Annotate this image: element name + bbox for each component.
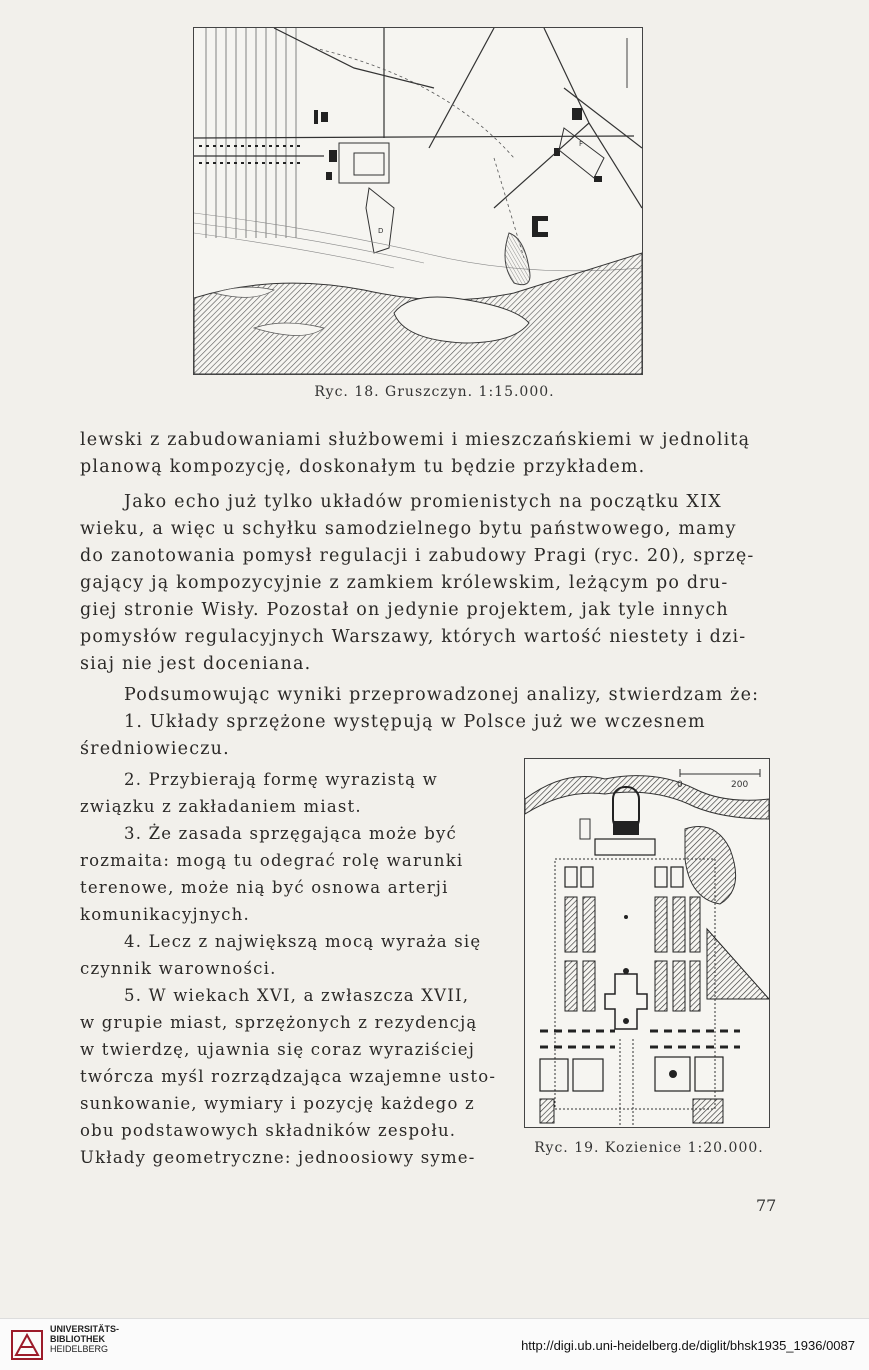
text-line: czynnik warowności. [80, 959, 277, 978]
map-label-f: F [579, 140, 584, 148]
library-line: BIBLIOTHEK [50, 1334, 105, 1344]
text-line: gający ją kompozycyjnie z zamkiem królewskim, leżącym po dru- [80, 573, 729, 593]
text-line: 1. Układy sprzężone występują w Polsce już we wczesnem [124, 712, 706, 732]
text-line: twórcza myśl rozrządzająca wzajemne usto- [80, 1067, 497, 1086]
text-line: planową kompozycję, doskonałym tu będzie przykładem. [80, 457, 646, 477]
figure-19-caption: Ryc. 19. Kozienice 1:20.000. [534, 1140, 764, 1156]
text-line: siaj nie jest doceniana. [80, 654, 312, 674]
scale-end: 200 [731, 780, 749, 790]
text-line: giej stronie Wisły. Pozostał on jedynie projektem, jak tyle innych [80, 600, 729, 620]
text-line: średniowieczu. [80, 739, 230, 759]
text-line: Podsumowując wyniki przeprowadzonej analizy, stwierdzam że: [124, 685, 760, 705]
figure-18-caption: Ryc. 18. Gruszczyn. 1:15.000. [314, 384, 555, 400]
text-line: obu podstawowych składników zespołu. [80, 1121, 457, 1140]
text-line: komunikacyjnych. [80, 905, 250, 924]
text-line: Układy geometryczne: jednoosiowy syme- [80, 1148, 476, 1167]
university-seal-icon [10, 1329, 44, 1361]
scale-start: 0 [677, 780, 683, 790]
text-line: pomysłów regulacyjnych Warszawy, których wartość niestety i dzi- [80, 627, 747, 647]
source-url-link[interactable]: http://digi.ub.uni-heidelberg.de/diglit/bhsk1935_1936/0087 [521, 1338, 855, 1353]
page-number: 77 [756, 1196, 777, 1215]
figure-19-plan [524, 758, 770, 1128]
text-line: w twierdzę, ujawnia się coraz wyraziściej [80, 1040, 476, 1059]
text-line: 5. W wiekach XVI, a zwłaszcza XVII, [124, 986, 470, 1005]
text-line: 3. Że zasada sprzęgająca może być [124, 824, 457, 843]
library-line: UNIVERSITÄTS- [50, 1324, 120, 1334]
library-line: HEIDELBERG [50, 1344, 109, 1354]
library-name [50, 1324, 119, 1354]
text-line: rozmaita: mogą tu odegrać rolę warunki [80, 851, 464, 870]
text-line: wieku, a więc u schyłku samodzielnego bytu państwowego, mamy [80, 519, 737, 539]
field-strips [206, 28, 296, 238]
text-line: lewski z zabudowaniami służbowemi i mieszczańskiemi w jednolitą [80, 430, 751, 450]
map-label-d: D [378, 227, 384, 235]
text-line: 4. Lecz z największą mocą wyraża się [124, 932, 482, 951]
text-line: Jako echo już tylko układów promienistych na początku XIX [124, 492, 722, 512]
text-line: do zanotowania pomysł regulacji i zabudowy Pragi (ryc. 20), sprzę- [80, 546, 755, 566]
text-line: związku z zakładaniem miast. [80, 797, 362, 816]
figure-18-map [193, 27, 643, 375]
text-line: sunkowanie, wymiary i pozycję każdego z [80, 1094, 475, 1113]
text-line: w grupie miast, sprzężonych z rezydencją [80, 1013, 478, 1032]
text-line: terenowe, może nią być osnowa arterji [80, 878, 449, 897]
text-line: 2. Przybierają formę wyrazistą w [124, 770, 438, 789]
